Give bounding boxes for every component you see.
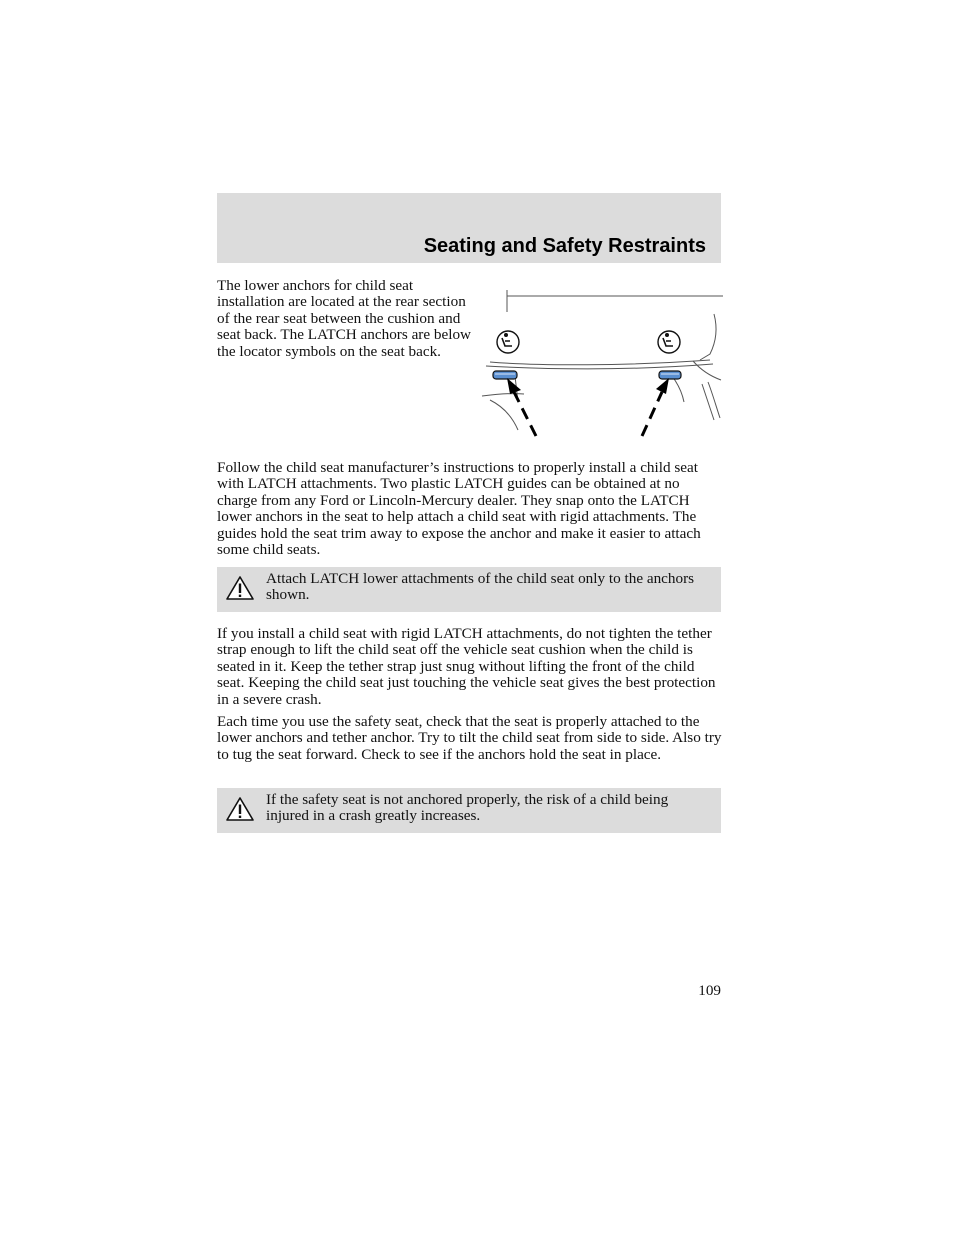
warning-text: If the safety seat is not anchored properly, the risk of a child being injured in a crash greatly increases. — [266, 791, 669, 825]
lower-anchor-right — [659, 371, 681, 379]
lower-anchor-left — [493, 371, 517, 379]
anchor-pointer-arrow — [507, 378, 536, 436]
anchor-pointer-arrow — [642, 378, 669, 436]
warning-triangle-icon — [225, 796, 255, 822]
warning-triangle-icon — [225, 575, 255, 601]
warning-box — [217, 567, 721, 612]
page-number: 109 — [698, 982, 721, 999]
check-seat-paragraph: Each time you use the safety seat, check that the seat is properly attached to the lower anchors and tether anchor. Try to tilt the child seat from side to side. Also try to tug the seat forward. Check to see if the anchors hold the seat in place. — [217, 713, 722, 763]
section-header — [217, 193, 721, 263]
warning-text: Attach LATCH lower attachments of the child seat only to the anchors shown. — [266, 570, 695, 604]
child-seat-locator-icon — [658, 331, 680, 353]
warning-box — [217, 788, 721, 833]
intro-paragraph: The lower anchors for child seat installation are located at the rear section of the rear seat between the cushion and seat back. The LATCH anchors are below the locator symbols on the seat back. — [217, 277, 472, 360]
latch-guides-paragraph: Follow the child seat manufacturer’s instructions to properly install a child seat with LATCH attachments. Two plastic LATCH guides can be obtained at no charge from any Ford or Lincoln-Mercury dealer. They snap onto the LATCH lower anchors in the seat to help attach a child seat with rigid attachments. The guides hold the seat trim away to expose the anchor and make it easier to attach some child seats. — [217, 459, 701, 559]
section-title: Seating and Safety Restraints — [423, 235, 706, 257]
child-seat-locator-icon — [497, 331, 519, 353]
latch-anchor-illustration — [478, 284, 723, 442]
rigid-latch-paragraph: If you install a child seat with rigid LATCH attachments, do not tighten the tether strap enough to lift the child seat off the vehicle seat cushion when the child is seated in it. Keep the tether strap just snug without lifting the front of the child seat. Keeping the child seat just touching the vehicle seat gives the best protection in a severe crash. — [217, 625, 716, 708]
